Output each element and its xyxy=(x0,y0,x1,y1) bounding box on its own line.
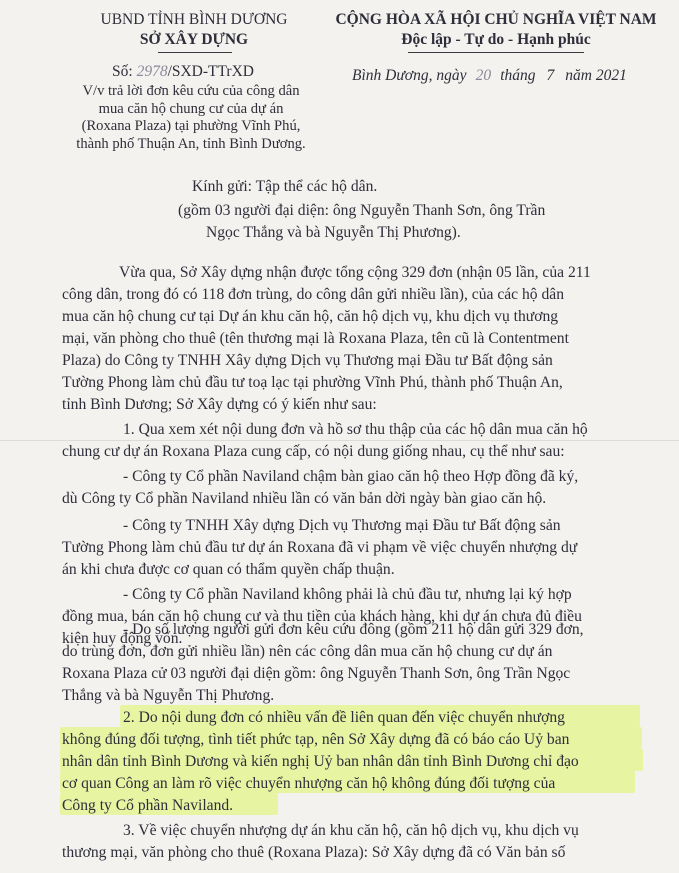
month-label: tháng xyxy=(500,67,536,84)
body-line: - Công ty Cổ phần Naviland không phải là chủ đầu tư, nhưng lại ký hợp xyxy=(123,586,572,603)
subject-line: (Roxana Plaza) tại phường Vĩnh Phú, xyxy=(81,118,301,134)
body-line: công dân, trong đó có 118 đơn trùng, do công dân gửi nhiều lần), của các hộ dân xyxy=(62,286,564,303)
body-line: - Công ty Cổ phần Naviland chậm bàn giao căn hộ theo Hợp đồng đã ký, xyxy=(123,468,579,485)
body-line: án khi chưa được cơ quan có thẩm quyền chấp thuận. xyxy=(62,561,395,578)
body-line: mua căn hộ chung cư tại Dự án khu căn hộ, căn hộ dịch vụ, khu dịch vụ thương xyxy=(62,308,559,325)
subject-line: thành phố Thuận An, tỉnh Bình Dương. xyxy=(76,135,306,152)
org-name: UBND TỈNH BÌNH DƯƠNG xyxy=(100,11,288,28)
place-date-prefix: Bình Dương, ngày xyxy=(352,67,467,84)
body-line: tỉnh Bình Dương; Sở Xây dựng có ý kiến như sau: xyxy=(62,396,377,413)
body-line: Vừa qua, Sở Xây dựng nhận được tổng cộng 329 đơn (nhận 05 lần, của 211 xyxy=(119,264,591,281)
recipient-line: Kính gửi: Tập thể các hộ dân. xyxy=(192,178,378,195)
body-line: Tường Phong làm chủ đầu tư toạ lạc tại phường Vĩnh Phú, thành phố Thuận An, xyxy=(62,374,563,391)
body-line: - Công ty TNHH Xây dựng Dịch vụ Thương mại Đầu tư Bất động sản xyxy=(123,517,561,534)
body-line: dù Công ty Cổ phần Naviland nhiều lần có văn bản dời ngày bàn giao căn hộ. xyxy=(62,490,547,507)
place-date xyxy=(352,66,627,86)
doc-number xyxy=(112,62,254,82)
body-line: kiện huy động vốn. xyxy=(62,630,183,647)
body-line: - Do số lượng người gửi đơn kêu cứu đông (gồm 211 hộ dân gửi 329 đơn, xyxy=(123,621,584,638)
body-line: nhân dân tỉnh Bình Dương và kiến nghị Uỷ ban nhân dân tỉnh Bình Dương chỉ đạo xyxy=(62,753,579,770)
motto-underline xyxy=(408,52,584,53)
body-line: cơ quan Công an làm rõ việc chuyển nhượng căn hộ không đúng đối tượng của xyxy=(62,775,556,792)
nation-motto: Độc lập - Tự do - Hạnh phúc xyxy=(401,31,591,48)
body-line: Công ty Cổ phần Naviland. xyxy=(62,797,234,814)
body-line: Roxana Plaza cử 03 người đại diện gồm: ông Nguyễn Thanh Sơn, ông Trần Ngọc xyxy=(62,665,571,682)
body-line: chung cư dự án Roxana Plaza cung cấp, có nội dung giống nhau, cụ thể như sau: xyxy=(62,443,565,460)
recipient-representatives-cont: Ngọc Thắng và bà Nguyễn Thị Phương). xyxy=(206,224,461,241)
doc-number-label: Số: xyxy=(112,63,133,80)
body-line: 3. Về việc chuyển nhượng dự án khu căn hộ, căn hộ dịch vụ, khu dịch vụ xyxy=(123,822,579,839)
body-line: Plaza) do Công ty TNHH Xây dựng Dịch vụ Thương mại Đầu tư Bất động sản xyxy=(62,352,553,369)
body-line: 1. Qua xem xét nội dung đơn và hồ sơ thu thập của các hộ dân mua căn hộ xyxy=(123,421,588,438)
body-line: Tường Phong làm chủ đầu tư dự án Roxana đã vi phạm về việc chuyển nhượng dự xyxy=(62,539,578,556)
body-line: không đúng đối tượng, tình tiết phức tạp, nên Sở Xây dựng đã có báo cáo Uỷ ban xyxy=(62,731,570,748)
subject-line: mua căn hộ chung cư của dự án xyxy=(98,100,284,117)
body-line: do trùng đơn, đơn gửi nhiều lần) nên các công dân mua căn hộ chung cư dự án xyxy=(62,643,553,660)
body-line: mại, văn phòng cho thuê (tên thương mại là Roxana Plaza, tên cũ là Contentment xyxy=(62,330,569,347)
org-underline xyxy=(158,52,232,53)
recipient-representatives: (gồm 03 người đại diện: ông Nguyễn Thanh Sơn, ông Trần xyxy=(178,202,546,219)
department-name: SỞ XÂY DỰNG xyxy=(139,31,249,48)
nation-title: CỘNG HÒA XÃ HỘI CHỦ NGHĨA VIỆT NAM xyxy=(335,11,657,28)
doc-number-suffix: /SXD-TTrXD xyxy=(167,63,254,80)
subject-block xyxy=(62,83,320,153)
day-handwritten: 20 xyxy=(475,67,492,84)
body-line: Thắng và bà Nguyễn Thị Phương. xyxy=(62,687,275,704)
body-line: đồng mua, bán căn hộ chung cư và thu tiền của khách hàng, khi dự án chưa đủ điều xyxy=(62,608,582,625)
subject-line: V/v trả lời đơn kêu cứu của công dân xyxy=(82,83,300,99)
year-label: năm 2021 xyxy=(565,67,627,84)
month-value: 7 xyxy=(546,67,555,84)
doc-number-handwritten: 2978 xyxy=(136,63,168,80)
body-line: 2. Do nội dung đơn có nhiều vấn đề liên quan đến việc chuyển nhượng xyxy=(123,709,565,726)
body-line: thương mại, văn phòng cho thuê (Roxana Plaza): Sở Xây dựng đã có Văn bản số xyxy=(62,844,566,861)
